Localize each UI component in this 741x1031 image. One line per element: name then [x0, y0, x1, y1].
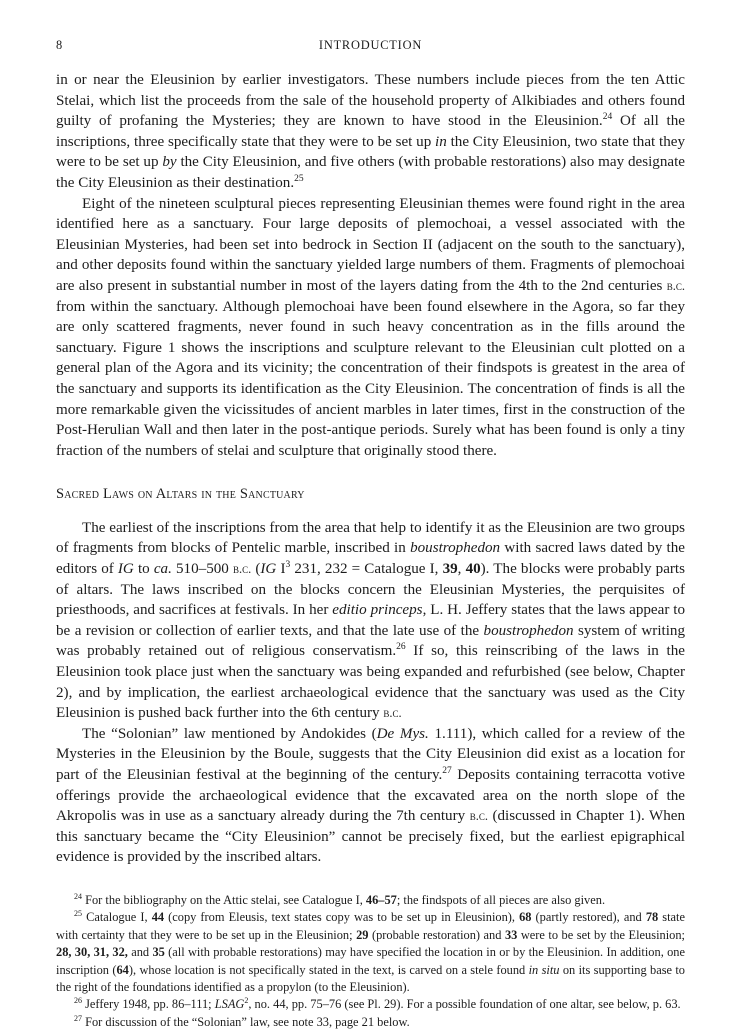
page-number: 8	[56, 38, 63, 52]
running-header	[56, 38, 685, 58]
footnote-ref-24[interactable]: 24	[602, 112, 613, 123]
footnote-ref-25[interactable]: 25	[294, 173, 304, 184]
footnote-24: $^{24}$ For the bibliography on the Attic stelai, see Catalogue I, 46–57; the findspots of all pieces are also given.	[74, 891, 606, 907]
paragraph-2: Eight of the nineteen sculptural pieces representing Eleusinian themes were found right in the area identified here as a sanctuary. Four large deposits of plemochoai, a vessel associated with the Eleusinian Mysteries, had been set into bedrock in Section ΙΙ (adjacent on the south to the sanctuary), and other deposits found within the sanctuary yielded large numbers of them. Fragments of plemochoai are also present in substantial number in most of the layers dating from the 4th to the 2nd centuries b.c. from within the sanctuary. Although plemochoai have been found elsewhere in the Agora, so far they are only scattered fragments, never found in such heavy concentration as in the fills around the sanctuary. Figure 1 shows the inscriptions and sculpture relevant to the Eleusinian cult plotted on a general plan of the Agora and its vicinity; the concentration of their findspots is greatest in the area of the sanctuary and supports its identification as the City Eleusinion. The concentration of finds is all the more remarkable given the vicissitudes of ancient marbles in later times, first in the construction of the Post-Herulian Wall and then later in the post-antique periods. Surely what has been found is only a tiny fraction of the numbers of stelai and sculpture that originally stood there.	[56, 195, 685, 459]
footnote-25: $^{25}$ Catalogue I, 44 (copy from Eleusis, text states copy was to be set up in Eleusinion), 68 (partly restored), and 78 state with certainty that they were to be set up in the Eleusinion; 29 (probable restoration) and 33 were to be set by the Eleusinion; 28, 30, 31, 32, and 35 (all with probable restorations) may have specified the location in or by the Eleusinion. In addition, one inscription (64), whose location is not specifically stated in the text, is carved on a stele found in situ on its supporting base to the right of the foundations identified as a propylon (to the Eleusinion).	[56, 909, 686, 994]
paragraph-3: The earliest of the inscriptions from the area that help to identify it as the Eleusinion are two groups of fragments from blocks of Pentelic marble, inscribed in boustrophedon with sacred laws dated by the editors of IG to ca. 510–500 b.c. (IG $I^3$ 231, 232 = Catalogue I, 39, 40). The blocks were probably parts of altars. The laws inscribed on the blocks concern the Eleusinian Mysteries, the perquisites of priesthoods, and sacrifices at festivals. In her editio princeps, L. H. Jeffery states that the laws appear to be a revision or collection of earlier texts, and that the late use of the boustrophedon system of writing was probably retained out of religious conservatism.$^{26}$ If so, this reinscribing of the laws in the Eleusinion took place just when the sanctuary was being expanded and refurbished (see below, Chapter 2), and by implication, the earliest archaeological evidence that the sanctuary was used as the City Eleusinion is pushed back further into the 6th century b.c.	[56, 519, 686, 722]
section-heading: Sacred Laws on Altars in the Sanctuary	[56, 486, 305, 503]
page	[56, 38, 685, 1031]
footnote-26: $^{26}$ Jeffery 1948, pp. 86–111; LSAG$^2$, no. 44, pp. 75–76 (see Pl. 29). For a possible foundation of one altar, see below, p. 63.	[74, 996, 681, 1012]
footnote-ref-26[interactable]: 26	[396, 642, 406, 653]
footnote-27: $^{27}$ For discussion of the “Solonian” law, see note 33, page 21 below.	[74, 1013, 410, 1029]
footnotes	[56, 892, 685, 1031]
body-text	[56, 70, 685, 868]
footnote-ref-27[interactable]: 27	[442, 766, 452, 776]
running-title: INTRODUCTION	[318, 38, 423, 52]
paragraph-4: The “Solonian” law mentioned by Andokides (De Mys. 1.111), which called for a review of the Mysteries in the Eleusinion by the Boule, suggests that the City Eleusinion did exist as a location for part of the Eleusinian festival at the beginning of the century.$^{27}$ Deposits containing terracotta votive offerings provide the archaeological evidence that the excavated area on the north slope of the Akropolis was in use as a sanctuary already during the 7th century b.c. (discussed in Chapter 1). When this sanctuary became the “City Eleusinion” cannot be precisely fixed, but the earliest epigraphical evidence is provided by the inscribed altars.	[56, 725, 686, 866]
paragraph-1: in or near the Eleusinion by earlier investigators. These numbers include pieces from the ten Attic Stelai, which list the proceeds from the sale of the household property of Alkibiades and others found guilty of profaning the Mysteries; they are known to have stood in the Eleusinion.$^{24}$ Of all the inscriptions, three specifically state that they were to be set up in the City Eleusinion, two state that they were to be set up by the City Eleusinion, and five others (with probable restorations) also may designate the City Eleusinion as their destination.$^{25}$	[56, 72, 685, 191]
